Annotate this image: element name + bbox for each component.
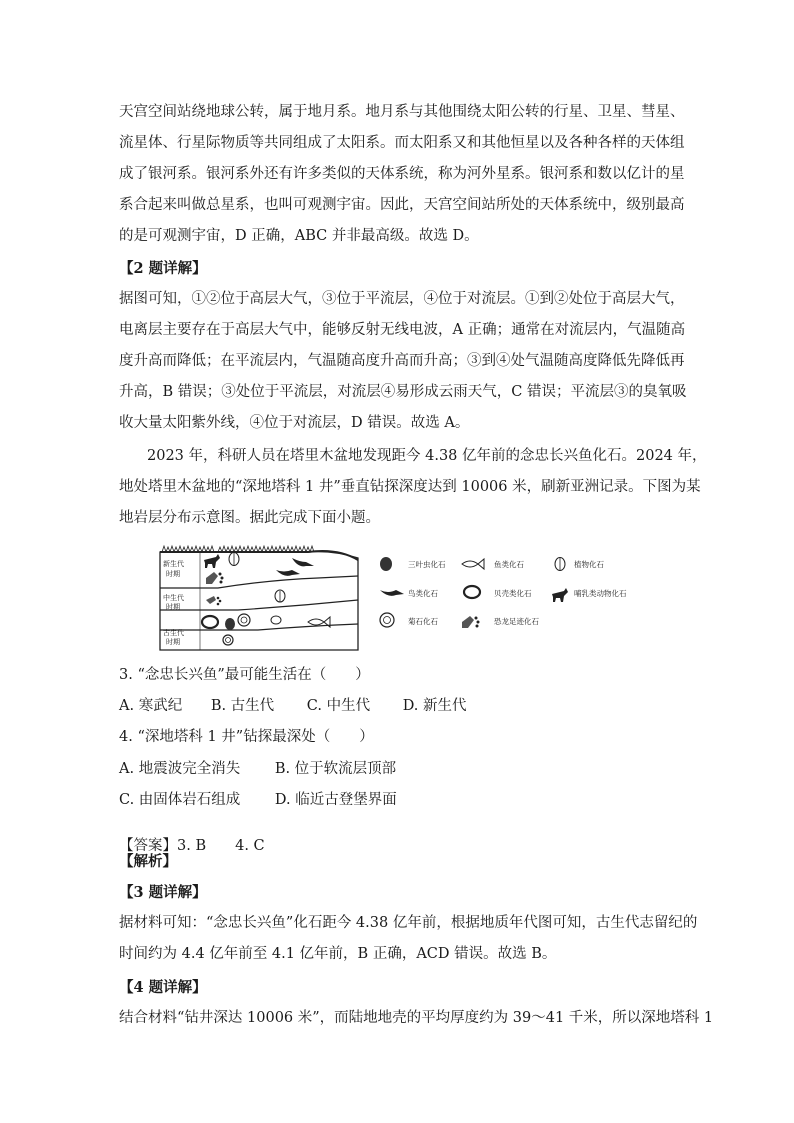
legend-label-bird: 鸟类化石 (408, 589, 438, 598)
text-line: 的是可观测宇宙，D 正确，ABC 并非最高级。故选 D。 (119, 228, 479, 244)
text-line: 升高，B 错误；③处位于平流层，对流层④易形成云雨天气，C 错误；平流层③的臭氧吸 (119, 384, 687, 400)
era-label-mesozoic-period: 时期 (166, 603, 180, 611)
mammal-legend-icon (552, 588, 568, 602)
text-line: 度升高而降低；在平流层内，气温随高度升高而升高；③到④处气温随高度降低先降低再 (119, 353, 685, 369)
text-line: 2023 年，科研人员在塔里木盆地发现距今 4.38 亿年前的念忠长兴鱼化石。2024 年， (147, 448, 707, 464)
question-3-options (119, 694, 489, 718)
question-3-stem: 3. “念忠长兴鱼”最可能生活在（ ） (119, 667, 370, 683)
text-line: 地处塔里木盆地的“深地塔科 1 井”垂直钻探深度达到 10006 米，刷新亚洲记录。下图为某 (119, 479, 701, 495)
figure-legend (380, 557, 627, 628)
text-line: 电离层主要存在于高层大气中，能够反射无线电波，A 正确；通常在对流层内，气温随高 (119, 322, 686, 338)
text-line: 时间约为 4.4 亿年前至 4.1 亿年前，B 正确，ACD 错误。故选 B。 (119, 946, 557, 962)
legend-label-mammal: 哺乳类动物化石 (574, 589, 627, 598)
paragraph-q4-analysis (119, 1003, 714, 1034)
legend-label-plant: 植物化石 (574, 560, 604, 569)
paragraph-q3-analysis (119, 908, 698, 970)
era-label-cenozoic: 新生代 (163, 560, 184, 568)
option-d: D. 新生代 (402, 698, 467, 714)
legend-label-ammonite: 菊石化石 (408, 617, 438, 626)
option-b: B. 位于软流层顶部 (274, 761, 397, 777)
paragraph-q1-analysis (119, 97, 685, 252)
era-label-cenozoic-period: 时期 (166, 570, 180, 578)
heading-q3-detail: 【3 题详解】 (119, 884, 207, 901)
text-line: 地岩层分布示意图。据此完成下面小题。 (119, 510, 380, 526)
heading-q2-detail: 【2 题详解】 (119, 260, 207, 277)
text-line: 流星体、行星际物质等共同组成了太阳系。而太阳系又和其他恒星以及各种各样的天体组 (119, 135, 685, 151)
legend-label-fish: 鱼类化石 (494, 560, 524, 569)
text-line: 天宫空间站绕地球公转，属于地月系。地月系与其他围绕太阳公转的行星、卫星、彗星、 (119, 104, 685, 120)
heading-q4-detail: 【4 题详解】 (119, 979, 207, 996)
trilobite-legend-icon (380, 557, 392, 571)
era-label-mesozoic: 中生代 (163, 594, 184, 602)
option-c: C. 中生代 (306, 698, 371, 714)
answer-line: 【答案】3. B 4. C (119, 837, 265, 854)
text-line: 系合起来叫做总星系，也叫可观测宇宙。因此，天宫空间站所处的天体系统中，级别最高 (119, 197, 685, 213)
text-line: 收大量太阳紫外线，④位于对流层，D 错误。故选 A。 (119, 415, 470, 431)
question-4-stem: 4. “深地塔科 1 井”钻探最深处（ ） (119, 729, 374, 745)
option-d: D. 临近古登堡界面 (274, 792, 397, 808)
bird-legend-icon (380, 590, 404, 596)
text-line: 成了银河系。银河系外还有许多类似的天体系统，称为河外星系。银河系和数以亿计的星 (119, 166, 685, 182)
question-4-options-row2 (119, 788, 419, 812)
fish-legend-icon (462, 559, 484, 569)
paragraph-q2-analysis (119, 284, 687, 439)
text-line: 结合材料“钻井深达 10006 米”，而陆地地壳的平均厚度约为 39～41 千米，所以深地塔科 1 (119, 1010, 714, 1026)
text-line: 据材料可知：“念忠长兴鱼”化石距今 4.38 亿年前，根据地质年代图可知，古生代志留纪的 (119, 915, 698, 931)
era-label-paleozoic: 古生代 (163, 629, 184, 637)
legend-label-shell: 贝壳类化石 (494, 589, 532, 598)
option-b: B. 古生代 (210, 698, 275, 714)
analysis-heading: 【解析】 (119, 853, 177, 870)
text-line: 据图可知，①②位于高层大气，③位于平流层，④位于对流层。①到②处位于高层大气， (119, 291, 685, 307)
ammonite-legend-icon (380, 613, 394, 627)
shell-legend-icon (464, 586, 480, 598)
legend-label-trilobite: 三叶虫化石 (408, 560, 446, 569)
option-a: A. 寒武纪 (119, 698, 183, 714)
paragraph-material (119, 441, 707, 534)
option-a: A. 地震波完全消失 (119, 761, 241, 777)
era-label-paleozoic-period: 时期 (166, 638, 180, 646)
strata-block (160, 546, 358, 650)
legend-label-dinosaur: 恐龙足迹化石 (494, 617, 539, 626)
rock-strata-figure (158, 540, 658, 655)
question-4-options-row1 (119, 757, 418, 781)
dinosaur-footprint-legend-icon (462, 616, 474, 628)
trilobite-fossil-icon (225, 618, 235, 630)
option-c: C. 由固体岩石组成 (119, 792, 241, 808)
